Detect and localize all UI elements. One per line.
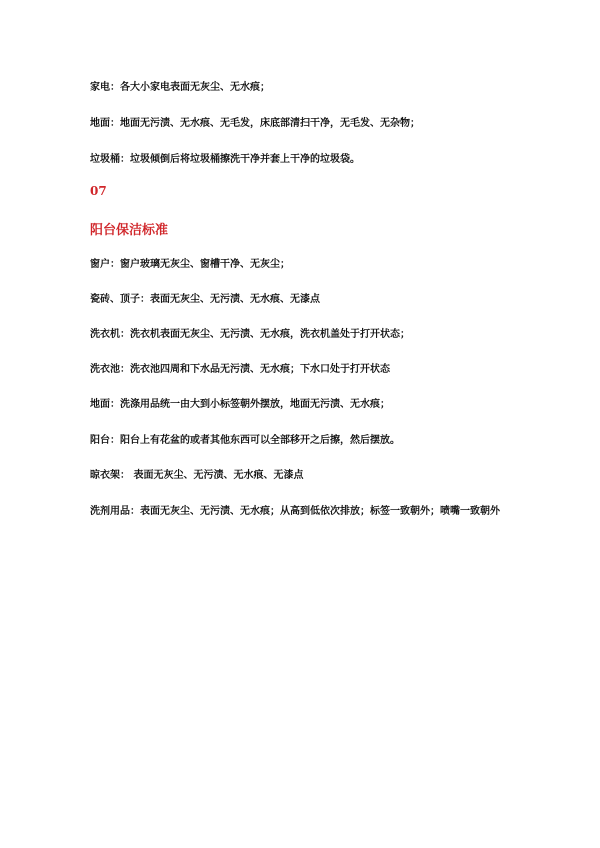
paragraph-floor: 地面：地面无污渍、无水痕、无毛发，床底部清扫干净，无毛发、无杂物； xyxy=(90,118,420,129)
paragraph-windows: 窗户：窗户玻璃无灰尘、窗槽干净、无灰尘； xyxy=(90,259,290,270)
paragraph-detergents: 洗剂用品：表面无灰尘、无污渍、无水痕；从高到低依次排放；标签一致朝外；喷嘴一致朝外 xyxy=(90,506,500,517)
paragraph-trash-bin: 垃圾桶：垃圾倾倒后将垃圾桶擦洗干净并套上干净的垃圾袋。 xyxy=(90,154,360,165)
section-title: 阳台保洁标准 xyxy=(90,223,169,238)
paragraph-washing-machine: 洗衣机：洗衣机表面无灰尘、无污渍、无水痕，洗衣机盖处于打开状态； xyxy=(90,329,410,340)
paragraph-laundry-sink: 洗衣池：洗衣池四周和下水品无污渍、无水痕；下水口处于打开状态 xyxy=(90,364,390,375)
section-number: 07 xyxy=(90,184,107,198)
paragraph-appliances: 家电：各大小家电表面无灰尘、无水痕； xyxy=(90,82,270,93)
paragraph-balcony-floor: 地面：洗涤用品统一由大到小标签朝外摆放，地面无污渍、无水痕； xyxy=(90,399,390,410)
paragraph-tiles-ceiling: 瓷砖、顶子：表面无灰尘、无污渍、无水痕、无漆点 xyxy=(90,294,320,305)
paragraph-balcony: 阳台：阳台上有花盆的或者其他东西可以全部移开之后擦，然后摆放。 xyxy=(90,435,400,446)
paragraph-drying-rack: 晾衣架： 表面无灰尘、无污渍、无水痕、无漆点 xyxy=(90,470,304,481)
